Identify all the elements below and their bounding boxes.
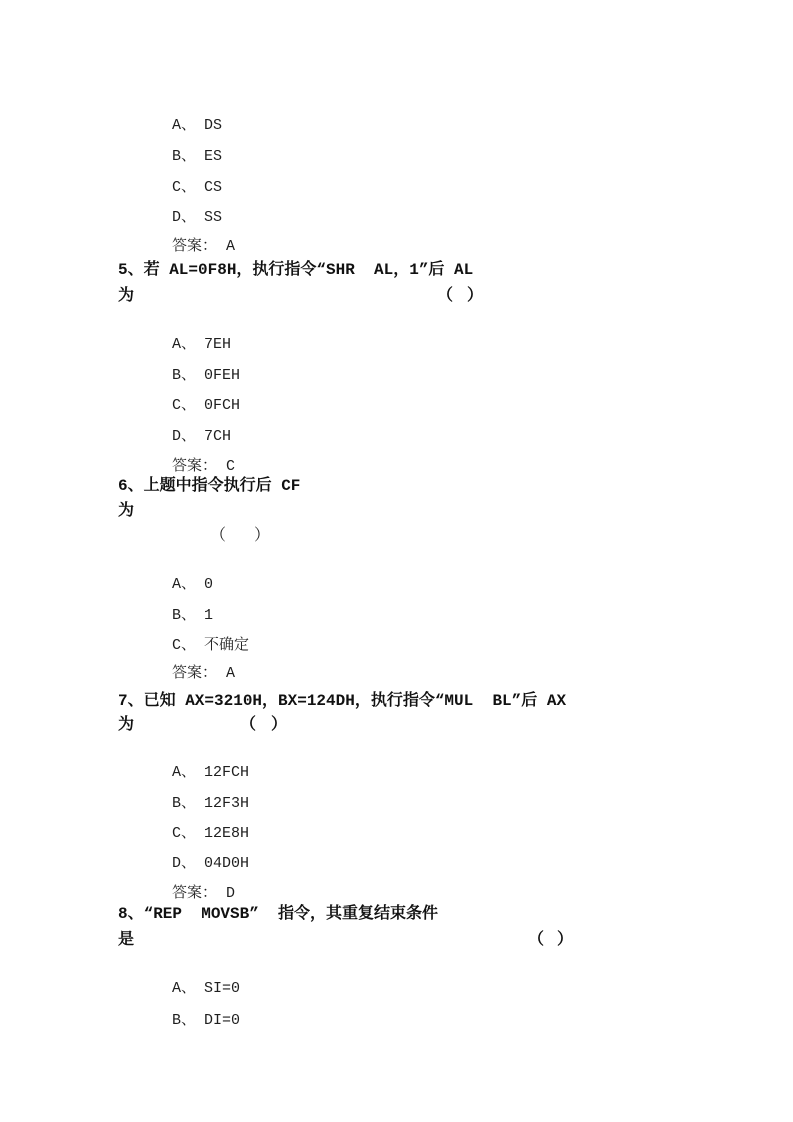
question-title-line2: 为: [118, 502, 135, 520]
option-letter: C、: [172, 637, 197, 655]
option-value: 12FCH: [204, 764, 250, 782]
option-letter: D、: [172, 428, 197, 446]
paren-open: （: [528, 931, 545, 949]
option-letter: A、: [172, 980, 197, 998]
option-value: 7EH: [204, 336, 232, 354]
option-value: ES: [204, 148, 223, 166]
answer-label: 答案：: [172, 238, 218, 256]
answer-value: A: [226, 238, 236, 256]
paren-open: （: [210, 527, 227, 545]
option-value: 7CH: [204, 428, 232, 446]
option-value: 0FCH: [204, 397, 241, 415]
option-letter: A、: [172, 576, 197, 594]
answer-parentheses: [528, 931, 573, 949]
option-letter: D、: [172, 209, 197, 227]
option-row: [118, 995, 240, 1047]
answer-value: D: [226, 885, 236, 903]
option-value: SS: [204, 209, 223, 227]
option-letter: B、: [172, 367, 197, 385]
question-title-line2: 为: [118, 287, 135, 305]
question-title: 5、若 AL=0F8H，执行指令“SHR AL，1”后 AL: [118, 261, 474, 279]
option-letter: B、: [172, 795, 197, 813]
option-value: SI=0: [204, 980, 241, 998]
answer-label: 答案：: [172, 885, 218, 903]
paren-close: ）: [253, 527, 270, 545]
question-title: 6、上题中指令执行后 CF: [118, 477, 301, 495]
paren-close: ）: [270, 716, 287, 734]
option-letter: B、: [172, 607, 197, 625]
paren-close: ）: [466, 287, 483, 305]
question-title-line2: 是: [118, 931, 135, 949]
option-letter: A、: [172, 764, 197, 782]
option-value: 12E8H: [204, 825, 250, 843]
option-value: CS: [204, 179, 223, 197]
option-value: 1: [204, 607, 214, 625]
option-letter: C、: [172, 179, 197, 197]
paren-close: ）: [556, 931, 573, 949]
option-value: 04D0H: [204, 855, 250, 873]
answer-parentheses: [437, 287, 483, 305]
answer-label: 答案：: [172, 665, 218, 683]
option-letter: B、: [172, 1012, 197, 1030]
option-letter: D、: [172, 855, 197, 873]
option-value: 0FEH: [204, 367, 241, 385]
option-letter: C、: [172, 825, 197, 843]
option-value: 0: [204, 576, 214, 594]
option-value: DS: [204, 117, 223, 135]
answer-parentheses: [210, 527, 270, 545]
answer-value: A: [226, 665, 236, 683]
paren-open: （: [437, 287, 454, 305]
paren-open: （: [240, 716, 257, 734]
option-value: 12F3H: [204, 795, 250, 813]
answer-value: C: [226, 458, 236, 476]
answer-parentheses: [240, 716, 287, 734]
answer-label: 答案：: [172, 458, 218, 476]
question-title: 7、已知 AX=3210H，BX=124DH，执行指令“MUL BL”后 AX: [118, 692, 567, 710]
option-value: DI=0: [204, 1012, 241, 1030]
option-letter: A、: [172, 336, 197, 354]
question-title: 8、“REP MOVSB” 指令，其重复结束条件: [118, 905, 439, 923]
option-letter: B、: [172, 148, 197, 166]
question-title-line2: 为: [118, 716, 135, 734]
option-letter: A、: [172, 117, 197, 135]
option-value: 不确定: [204, 637, 250, 655]
option-letter: C、: [172, 397, 197, 415]
